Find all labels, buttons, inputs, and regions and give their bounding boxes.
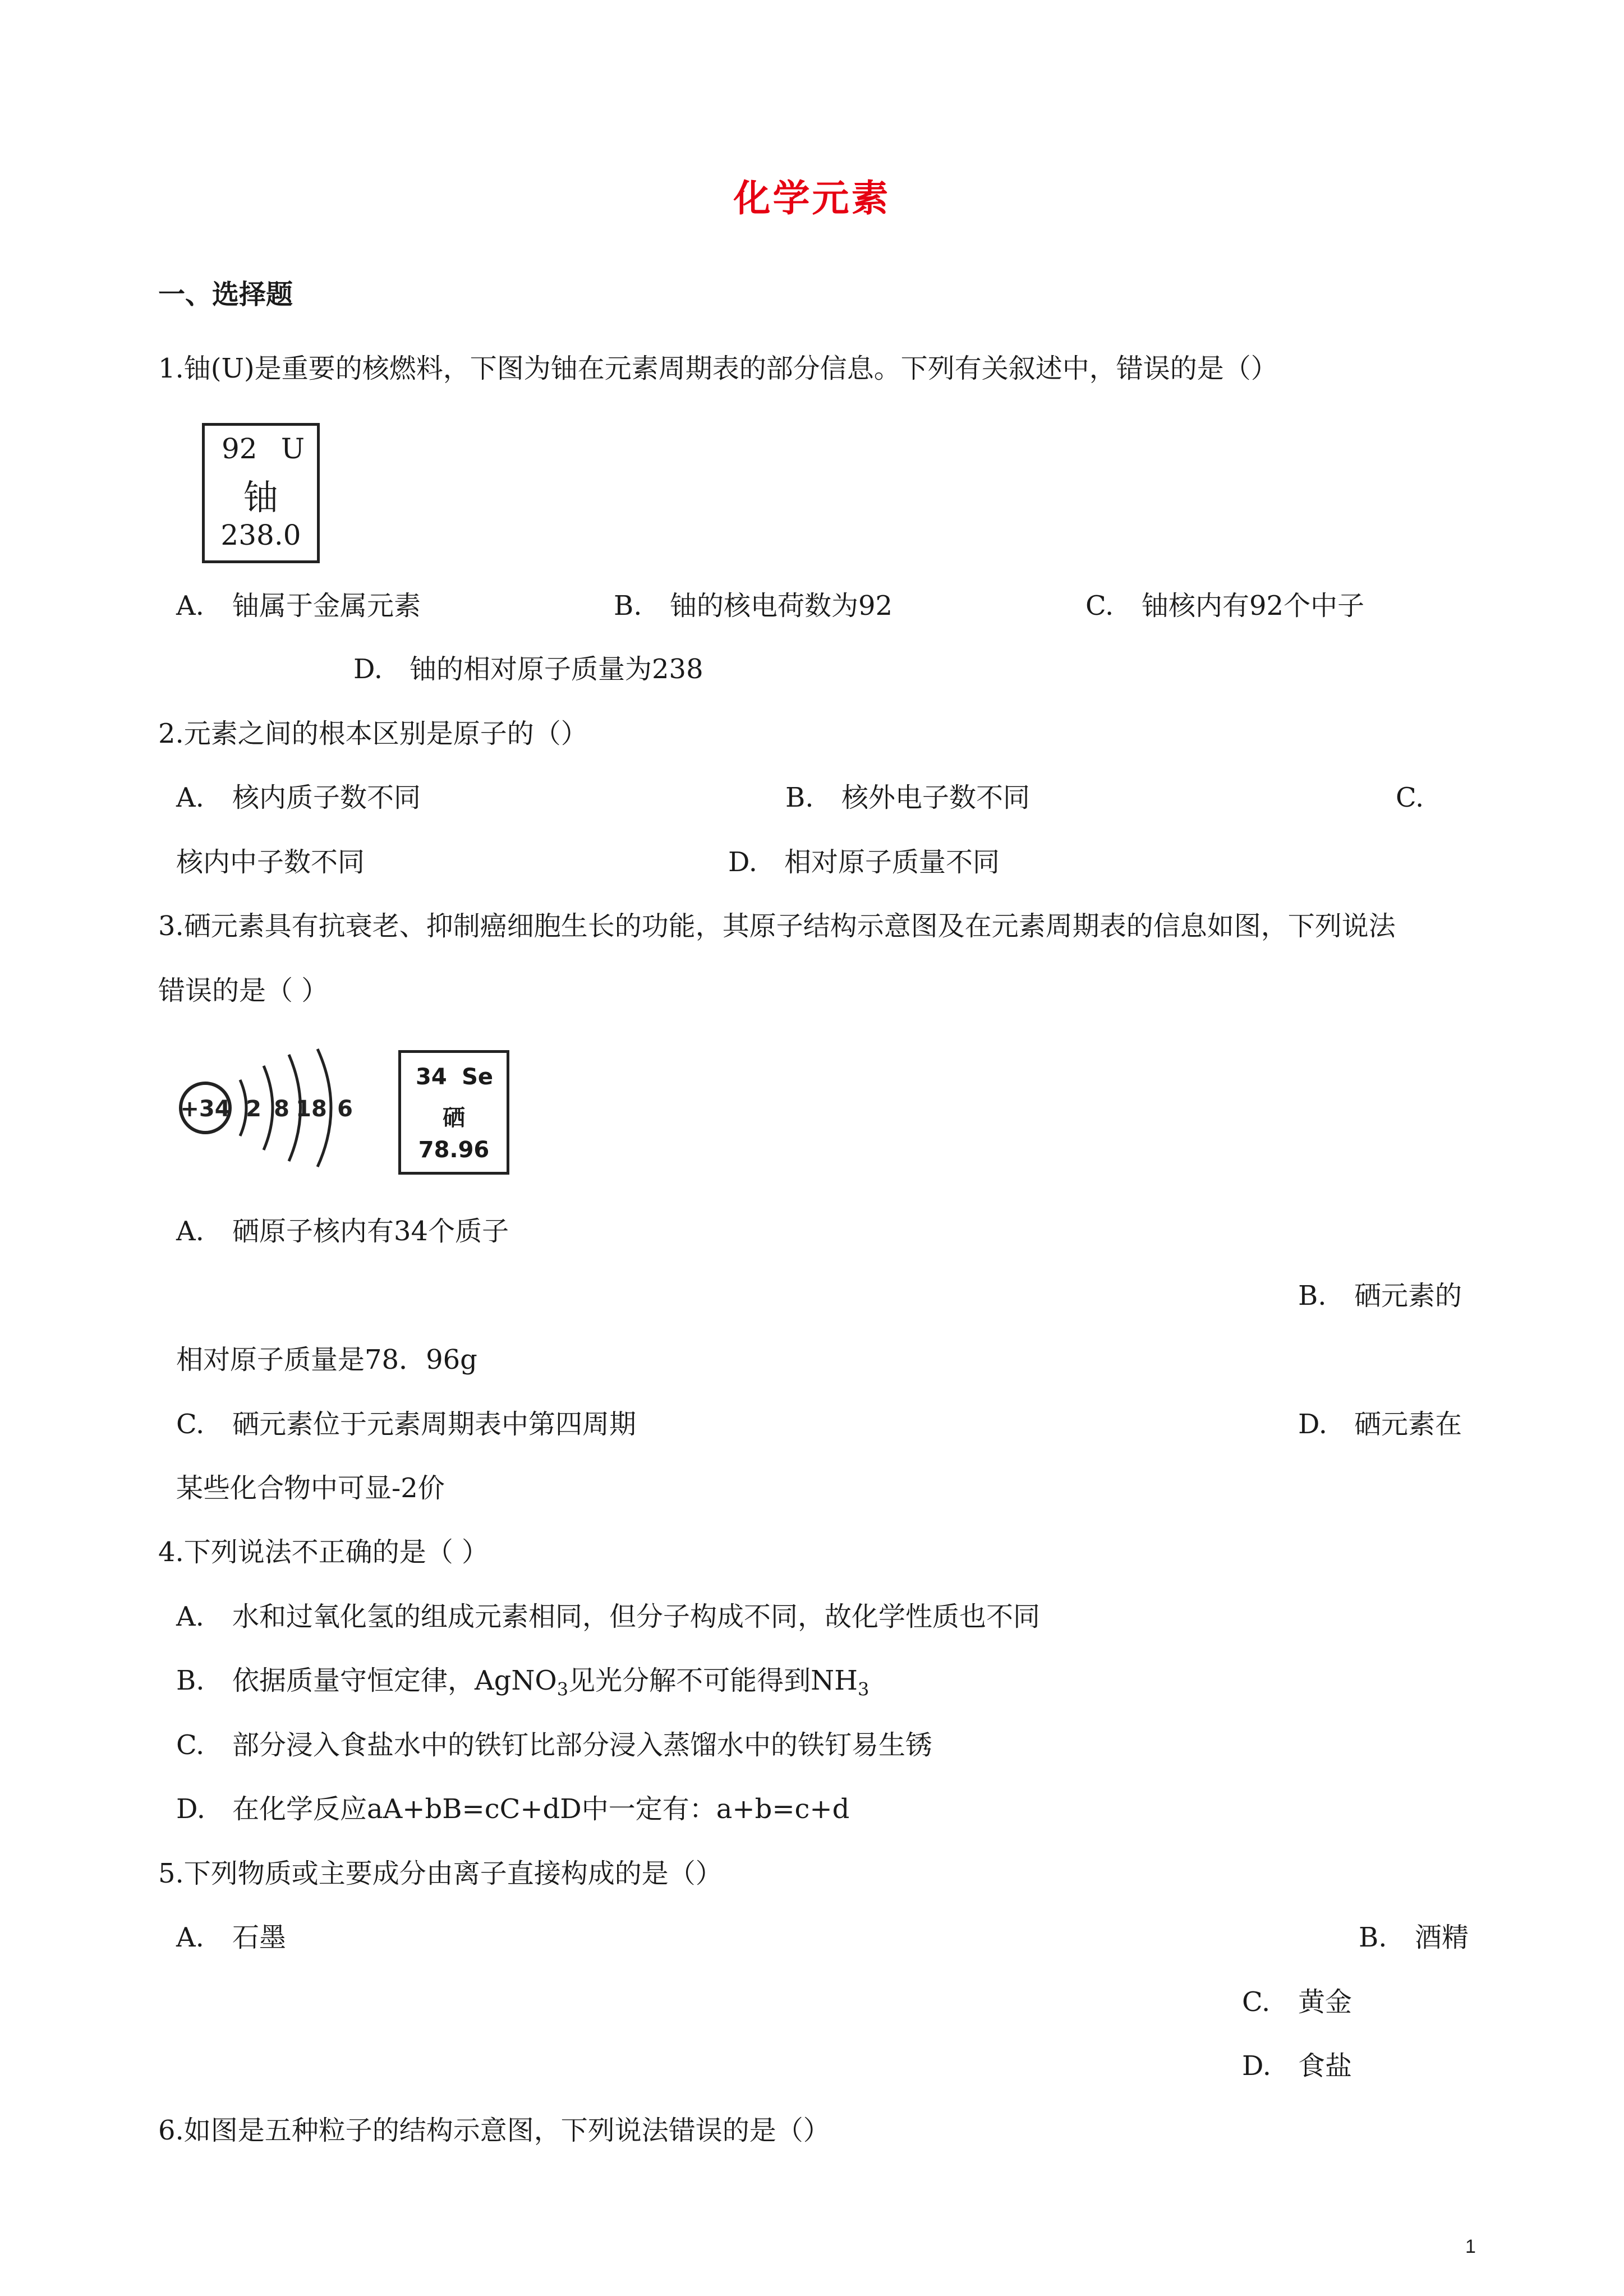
shell-electrons-2: 8 (274, 1096, 289, 1122)
option-letter: C. (1085, 590, 1114, 622)
selenium-element-card (398, 1050, 509, 1175)
element-name: 铀 (243, 477, 278, 518)
section-heading: 一、选择题 (158, 279, 293, 310)
question-3-stem-line2: 错误的是（ ） (158, 975, 329, 1006)
option-text: 石墨 (232, 1922, 287, 1953)
q3-option-d-start[interactable] (1298, 1407, 1462, 1441)
q2-option-a[interactable] (176, 781, 421, 815)
q4-option-c[interactable] (176, 1728, 932, 1762)
atomic-mass: 78.96 (418, 1137, 490, 1163)
question-6-stem: 6.如图是五种粒子的结构示意图，下列说法错误的是（） (158, 2115, 830, 2146)
question-4-stem: 4.下列说法不正确的是（ ） (158, 1536, 489, 1568)
q5-option-b[interactable] (1359, 1921, 1469, 1954)
option-text: 硒元素位于元素周期表中第四周期 (232, 1409, 637, 1440)
element-symbol: Se (462, 1064, 493, 1090)
option-letter: D. (1298, 1409, 1328, 1440)
option-letter: D. (1242, 2050, 1272, 2082)
option-text: 铀属于金属元素 (232, 590, 421, 622)
option-text: 硒原子核内有34个质子 (232, 1216, 509, 1247)
atomic-mass: 238.0 (220, 519, 301, 551)
question-5-stem: 5.下列物质或主要成分由离子直接构成的是（） (158, 1858, 723, 1889)
option-letter: A. (176, 1216, 204, 1247)
option-text: 相对原子质量不同 (784, 846, 1000, 878)
option-text: 铀的核电荷数为92 (670, 590, 893, 622)
shell-electrons-1: 2 (246, 1096, 261, 1122)
option-text: 食盐 (1298, 2050, 1352, 2082)
electron-shell-2 (264, 1066, 273, 1150)
option-letter: A. (176, 1601, 204, 1632)
option-text: 依据质量守恒定律，AgNO (232, 1665, 557, 1696)
element-symbol: U (280, 432, 305, 465)
atomic-number: 92 (222, 432, 257, 465)
subscript: 3 (857, 1678, 869, 1700)
option-letter: A. (176, 782, 204, 813)
q2-option-d[interactable] (728, 845, 1000, 879)
option-text: 部分浸入食盐水中的铁钉比部分浸入蒸馏水中的铁钉易生锈 (232, 1729, 933, 1761)
shell-electrons-4: 6 (337, 1096, 353, 1122)
option-text: 见光分解不可能得到NH (568, 1665, 858, 1696)
subscript: 3 (556, 1678, 569, 1700)
q2-option-b[interactable] (785, 781, 1030, 815)
question-2-stem: 2.元素之间的根本区别是原子的（） (158, 718, 588, 749)
selenium-atom-structure-diagram (174, 1038, 359, 1178)
q4-option-b[interactable] (176, 1664, 869, 1706)
q1-option-c[interactable] (1085, 589, 1364, 623)
q3-option-b-cont[interactable]: 相对原子质量是78．96g (176, 1344, 477, 1375)
option-text: 水和过氧化氢的组成元素相同，但分子构成不同，故化学性质也不同 (232, 1601, 1041, 1632)
q5-option-d[interactable] (1242, 2049, 1352, 2083)
option-text: 硒元素的 (1354, 1280, 1462, 1312)
q3-option-c[interactable] (176, 1407, 636, 1441)
shell-electrons-3: 18 (296, 1096, 327, 1122)
option-letter: C. (176, 1409, 205, 1440)
element-name: 硒 (443, 1105, 465, 1131)
option-letter: B. (1359, 1922, 1387, 1953)
option-letter: B. (1298, 1280, 1327, 1312)
option-letter: D. (353, 654, 383, 685)
option-text: 核内质子数不同 (232, 782, 421, 813)
uranium-element-card (202, 423, 320, 563)
option-text: 酒精 (1415, 1922, 1469, 1953)
q5-option-a[interactable] (176, 1921, 286, 1954)
option-letter: A. (176, 590, 204, 622)
q1-option-a[interactable] (176, 589, 421, 623)
page-number: 1 (1465, 2236, 1476, 2257)
option-text: 铀的相对原子质量为238 (410, 654, 703, 685)
option-text: 铀核内有92个中子 (1142, 590, 1365, 622)
option-letter: C. (176, 1729, 205, 1761)
atomic-number: 34 (416, 1064, 447, 1090)
option-text: 核外电子数不同 (841, 782, 1030, 813)
option-text: 在化学反应aA+bB=cC+dD中一定有：a+b=c+d (232, 1793, 850, 1825)
option-letter: D. (728, 846, 758, 878)
q4-option-a[interactable] (176, 1600, 1040, 1634)
option-letter: D. (176, 1793, 206, 1825)
option-text: 黄金 (1298, 1986, 1352, 2018)
q4-option-d[interactable] (176, 1792, 849, 1826)
q3-option-b-start[interactable] (1298, 1279, 1462, 1313)
question-1-stem: 1.铀(U)是重要的核燃料，下图为铀在元素周期表的部分信息。下列有关叙述中，错误的是（） (158, 353, 1278, 384)
option-letter: C. (1242, 1986, 1271, 2018)
nucleus-charge: +34 (180, 1096, 231, 1122)
page-title: 化学元素 (733, 177, 891, 220)
option-text: 硒元素在 (1354, 1409, 1462, 1440)
option-letter: B. (614, 590, 642, 622)
question-3-stem-line1: 3.硒元素具有抗衰老、抑制癌细胞生长的功能，其原子结构示意图及在元素周期表的信息如图，下列说法 (158, 910, 1396, 942)
option-letter: B. (785, 782, 814, 813)
q1-option-d[interactable] (353, 652, 703, 686)
q2-option-c-text[interactable]: 核内中子数不同 (176, 846, 365, 878)
q2-option-c-letter[interactable]: C. (1396, 782, 1424, 813)
option-letter: B. (176, 1665, 205, 1696)
q3-option-d-cont[interactable]: 某些化合物中可显-2价 (176, 1473, 445, 1504)
q5-option-c[interactable] (1242, 1985, 1352, 2019)
q1-option-b[interactable] (614, 589, 892, 623)
option-letter: A. (176, 1922, 204, 1953)
q3-option-a[interactable] (176, 1214, 509, 1248)
